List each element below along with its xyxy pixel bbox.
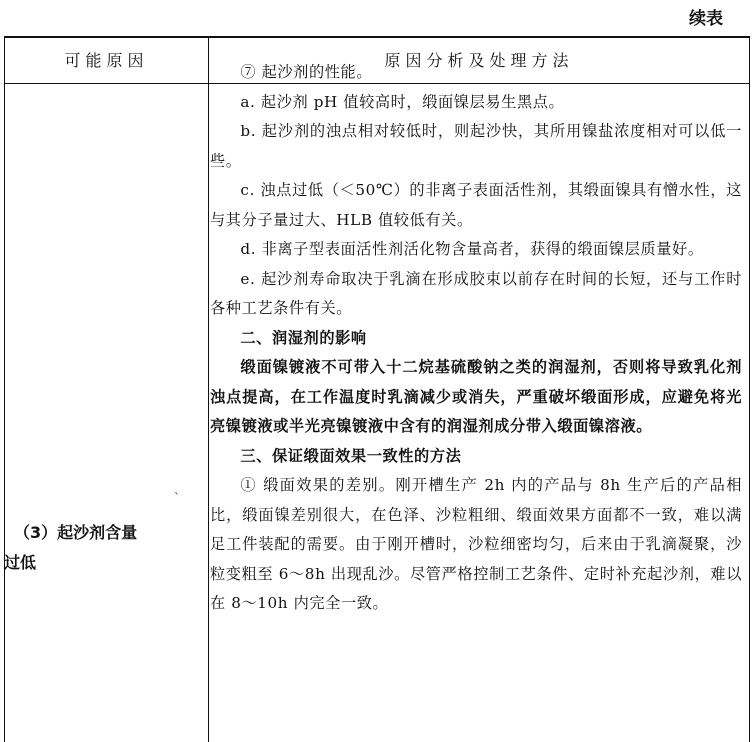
analysis-paragraph: ⑦ 起沙剂的性能。 xyxy=(240,63,373,81)
section-heading-consistency: 三、保证缎面效果一致性的方法 xyxy=(240,446,462,465)
cause-cell xyxy=(4,518,196,578)
analysis-paragraph: ① 缎面效果的差别。刚开槽生产 2h 内的产品与 8h 生产后的产品相比，缎面镍差别很大，在色泽、沙粒粗细、缎面效果方面都不一致，难以满足工件装配的需要。由于刚开槽时，沙粒细密均匀，后来由于乳滴凝聚，沙粒变粗至 6～8h 出现乱沙。尽管严格控制工艺条件、定时补充起沙剂，难以在 8～10h 内完全一致。 xyxy=(210,476,742,612)
cause-text-line2: 过低 xyxy=(4,553,37,572)
stray-mark: ` xyxy=(174,491,180,505)
analysis-paragraph: c. 浊点过低（＜50℃）的非离子表面活性剂，其缎面镍具有憎水性，这与其分子量过大、HLB 值较低有关。 xyxy=(210,181,742,229)
analysis-paragraph: b. 起沙剂的浊点相对较低时，则起沙快，其所用镍盐浓度相对可以低一些。 xyxy=(210,122,742,170)
cause-text-line1: （3）起沙剂含量 xyxy=(14,523,138,542)
header-possible-cause: 可能原因 xyxy=(64,51,149,70)
analysis-paragraph: 缎面镍镀液不可带入十二烷基硫酸钠之类的润湿剂，否则将导致乳化剂浊点提高，在工作温度时乳滴减少或消失，严重破坏缎面形成，应避免将光亮镍镀液或半光亮镍镀液中含有的润湿剂成分带入缎面镍溶液。 xyxy=(210,358,742,435)
analysis-paragraph: a. 起沙剂 pH 值较高时，缎面镍层易生黑点。 xyxy=(240,92,565,111)
section-heading-wetting-agent: 二、润湿剂的影响 xyxy=(240,328,367,347)
analysis-paragraph: e. 起沙剂寿命取决于乳滴在形成胶束以前存在时间的长短，还与工作时各种工艺条件有关。 xyxy=(210,269,742,317)
continued-label: 续表 xyxy=(689,9,723,29)
header-analysis-method: 原因分析及处理方法 xyxy=(384,51,574,70)
analysis-cell xyxy=(210,58,742,619)
analysis-paragraph: d. 非离子型表面活性剂活化物含量高者，获得的缎面镍层质量好。 xyxy=(240,240,704,258)
column-divider xyxy=(208,38,209,742)
